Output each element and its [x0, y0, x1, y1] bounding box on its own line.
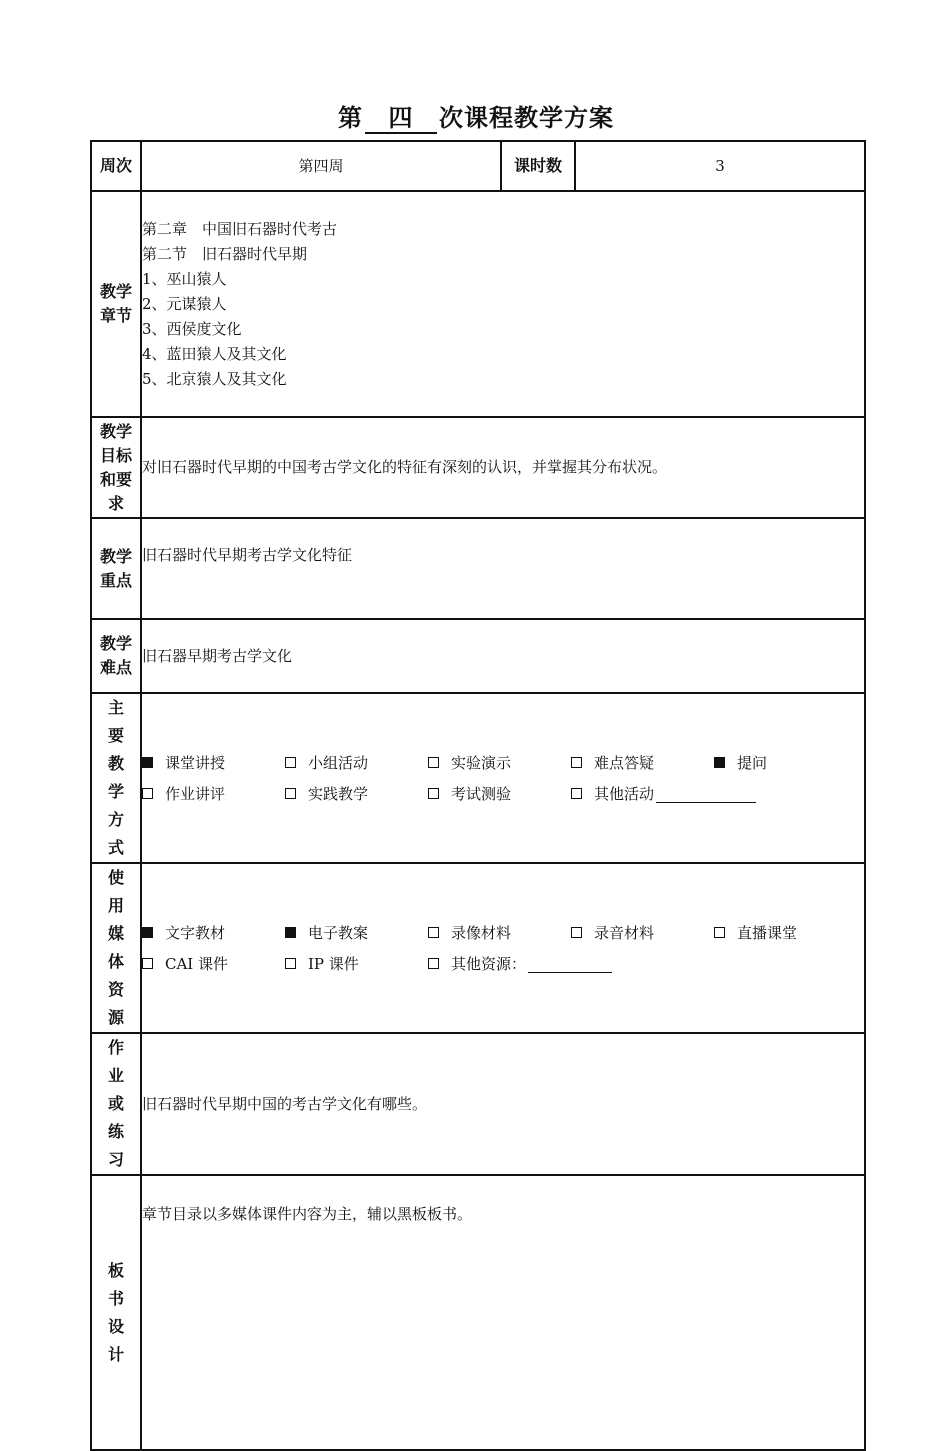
media-option[interactable]: CAI 课件 — [142, 953, 285, 974]
method-option[interactable]: 小组活动 — [285, 752, 428, 773]
topic-item: 2、元谋猿人 — [142, 294, 227, 313]
checkbox-empty-icon[interactable] — [571, 927, 582, 938]
topic-item: 3、西侯度文化 — [142, 319, 242, 338]
checkbox-empty-icon[interactable] — [571, 788, 582, 799]
key-value: 旧石器时代早期考古学文化特征 — [141, 518, 865, 619]
chapter-list — [142, 217, 864, 392]
method-option[interactable]: 考试测验 — [428, 783, 571, 804]
checkbox-checked-icon[interactable] — [285, 927, 296, 938]
other-resource-blank[interactable] — [528, 954, 612, 973]
method-option[interactable]: 实验演示 — [428, 752, 571, 773]
other-activity-blank[interactable] — [656, 784, 756, 803]
checkbox-checked-icon[interactable] — [142, 927, 153, 938]
method-option[interactable]: 课堂讲授 — [142, 752, 285, 773]
checkbox-empty-icon[interactable] — [428, 788, 439, 799]
goal-value: 对旧石器时代早期的中国考古学文化的特征有深刻的认识，并掌握其分布状况。 — [141, 417, 865, 518]
difficulty-value: 旧石器早期考古学文化 — [141, 619, 865, 693]
topic-item: 5、北京猿人及其文化 — [142, 369, 287, 388]
checkbox-empty-icon[interactable] — [428, 958, 439, 969]
row-chapter — [91, 191, 865, 417]
checkbox-checked-icon[interactable] — [142, 757, 153, 768]
checkbox-empty-icon[interactable] — [285, 757, 296, 768]
checkbox-empty-icon[interactable] — [714, 927, 725, 938]
method-option[interactable]: 实践教学 — [285, 783, 428, 804]
checkbox-checked-icon[interactable] — [714, 757, 725, 768]
hours-value: 3 — [575, 141, 865, 191]
row-methods — [91, 693, 865, 863]
checkbox-empty-icon[interactable] — [428, 927, 439, 938]
topic-item: 1、巫山猿人 — [142, 269, 227, 288]
method-option-other[interactable]: 其他活动 — [571, 783, 771, 804]
checkbox-empty-icon[interactable] — [428, 757, 439, 768]
board-label: 板书设计 — [107, 1260, 124, 1364]
method-option[interactable]: 提问 — [714, 752, 857, 773]
week-value: 第四周 — [141, 141, 501, 191]
method-option[interactable]: 难点答疑 — [571, 752, 714, 773]
session-number: 四 — [365, 104, 437, 134]
checkbox-empty-icon[interactable] — [285, 958, 296, 969]
checkbox-empty-icon[interactable] — [142, 788, 153, 799]
week-label: 周次 — [91, 141, 141, 191]
title-suffix: 次课程教学方案 — [439, 104, 614, 132]
hours-label: 课时数 — [501, 141, 575, 191]
goal-label: 教学目标和要求 — [99, 421, 132, 513]
difficulty-label: 教学难点 — [99, 634, 132, 677]
board-value: 章节目录以多媒体课件内容为主，辅以黑板板书。 — [141, 1175, 865, 1450]
media-label: 使用媒体资源 — [107, 868, 124, 1027]
title-prefix: 第 — [338, 104, 363, 132]
chapter-label: 教学章节 — [99, 282, 132, 325]
media-option[interactable]: 录音材料 — [571, 922, 714, 943]
row-goal — [91, 417, 865, 518]
checkbox-empty-icon[interactable] — [142, 958, 153, 969]
methods-label: 主要教学方式 — [107, 698, 124, 857]
method-option[interactable]: 作业讲评 — [142, 783, 285, 804]
row-homework — [91, 1033, 865, 1175]
homework-value: 旧石器时代早期中国的考古学文化有哪些。 — [141, 1033, 865, 1175]
media-option[interactable]: 直播课堂 — [714, 922, 857, 943]
media-option-other[interactable]: 其他资源： — [428, 953, 648, 974]
media-option[interactable]: 录像材料 — [428, 922, 571, 943]
media-option[interactable]: 文字教材 — [142, 922, 285, 943]
row-difficulty — [91, 619, 865, 693]
key-label: 教学重点 — [99, 546, 132, 590]
row-board-design — [91, 1175, 865, 1450]
media-option[interactable]: 电子教案 — [285, 922, 428, 943]
chapter-line: 第二章 中国旧石器时代考古 — [142, 219, 338, 238]
topic-item: 4、蓝田猿人及其文化 — [142, 344, 287, 363]
lesson-plan-table — [90, 140, 866, 1451]
row-media — [91, 863, 865, 1033]
row-key-points — [91, 518, 865, 619]
row-week — [91, 141, 865, 191]
section-line: 第二节 旧石器时代早期 — [142, 244, 308, 263]
checkbox-empty-icon[interactable] — [285, 788, 296, 799]
homework-label: 作业或练习 — [107, 1038, 124, 1169]
checkbox-empty-icon[interactable] — [571, 757, 582, 768]
media-option[interactable]: IP 课件 — [285, 953, 428, 974]
page-title — [0, 98, 952, 134]
